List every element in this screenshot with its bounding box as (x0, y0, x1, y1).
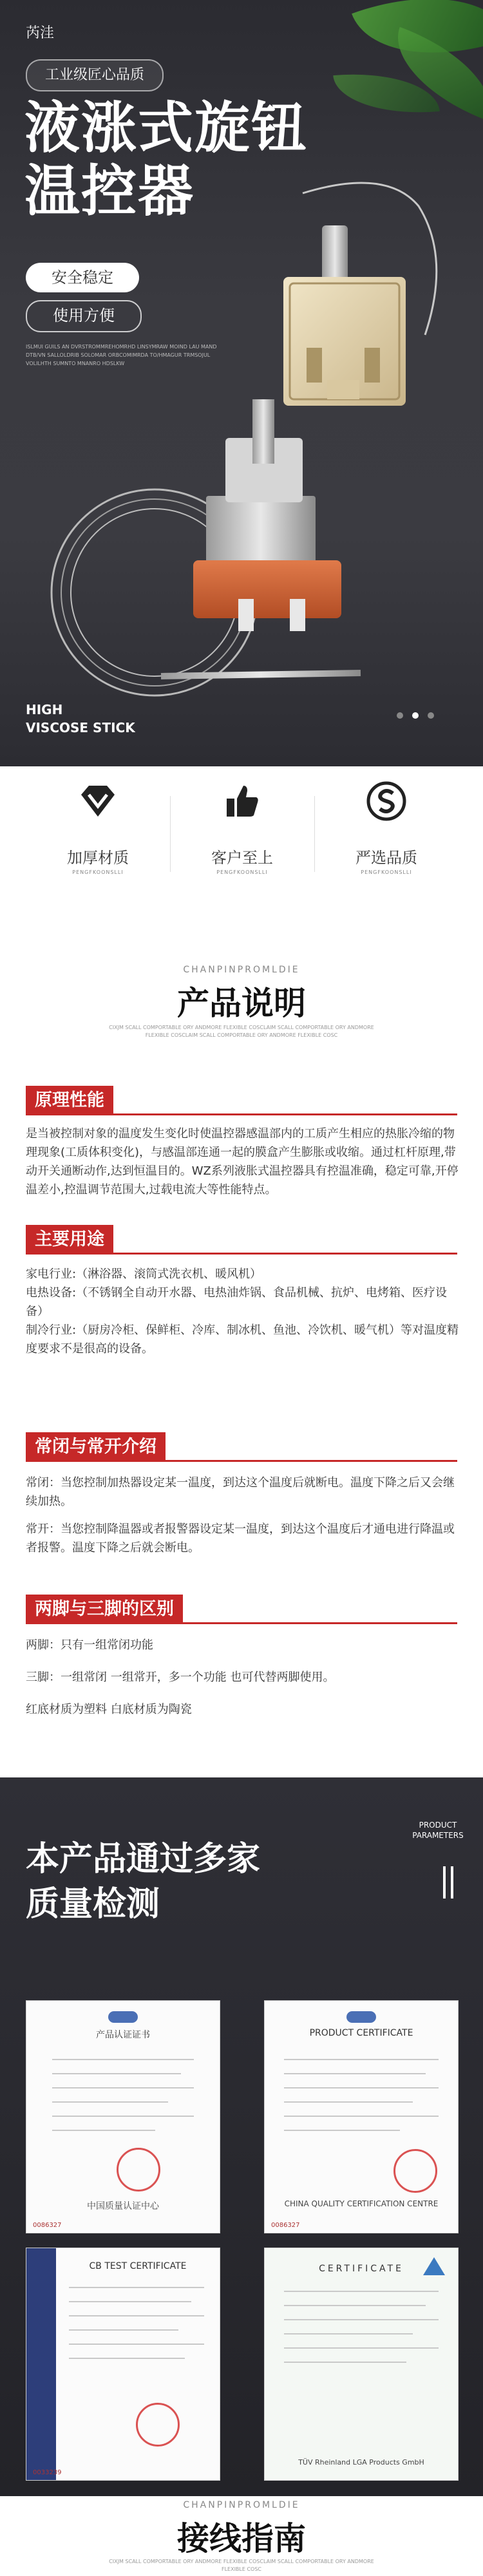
usage-tag: 主要用途 (26, 1225, 113, 1255)
easy-use-pill: 使用方便 (26, 300, 142, 332)
text-line (52, 2116, 194, 2117)
text-line (69, 2329, 178, 2331)
section-divider (26, 1460, 457, 1462)
section-divider (26, 1113, 457, 1115)
text-line (52, 2087, 194, 2088)
certificate-number: 0086327 (271, 2222, 300, 2229)
text-line (284, 2305, 426, 2306)
certificate-title: 产品认证证书 (96, 2030, 150, 2040)
text-line (69, 2358, 185, 2359)
feature-label: 客户至上 (211, 849, 273, 867)
carousel-dots (397, 712, 434, 719)
hero-title-line2: 温控器 (24, 159, 194, 223)
certificate-title: CERTIFICATE (319, 2264, 404, 2274)
high-line1: HIGH (26, 702, 63, 717)
text-line (52, 2059, 194, 2060)
carousel-dot[interactable] (428, 712, 434, 719)
usage-list (26, 1265, 464, 1358)
certificate-footer: CHINA QUALITY CERTIFICATION CENTRE (284, 2199, 439, 2208)
brand-name: 芮洼 (26, 25, 55, 41)
category-english: CHANPINPROMLDIE (183, 2500, 300, 2510)
hero-small-english: ISLMUI GUILS AN DVRSTROMMREHOMRHD LINSYMRAW MOIND LAU MAND DTB/VN SALLOLDRIB SOLOMAR ORBCOMIMRDA TO/HMAGUR TRMSOJUL VOLILHTH SUMNTO MNANRO HDSLKW (26, 344, 217, 366)
three-pin-text: 三脚：一组常闭 一组常开，多一个功能 也可代替两脚使用。 (26, 1671, 335, 1684)
hero-title-line1: 液涨式旋钮 (24, 96, 308, 160)
text-line (284, 2333, 413, 2334)
red-stamp (136, 2403, 180, 2447)
principle-text: 是当被控制对象的温度发生变化时使温控器感温部内的工质产生相应的热胀冷缩的物理现象(工质体积变化)，与感温部连通一起的膜盒产生膨胀或收缩。通过杠杆原理,带动开关通断动作,达到恒温目的。WZ系列液胀式温控器具有控温准确，稳定可靠,开停温差小,控温调节范围大,过载电流大等性能特点。 (26, 1127, 459, 1197)
section-divider (26, 1622, 457, 1624)
no-text: 常开：当您控制降温器或者报警器设定某一温度，到达这个温度后才通电进行降温或者报警。温度下降之后就会断电。 (26, 1522, 455, 1555)
certificate-tuv[interactable] (264, 2248, 459, 2481)
feature-label: 严选品质 (355, 849, 417, 867)
text-line (52, 2130, 155, 2131)
text-line (284, 2059, 439, 2060)
certificate-title: CB TEST CERTIFICATE (89, 2261, 187, 2271)
text-line (52, 2101, 168, 2103)
quality-seal-icon (366, 781, 407, 822)
certificate-footer: TÜV Rheinland LGA Products GmbH (298, 2458, 424, 2467)
wiring-title: 接线指南 (177, 2520, 306, 2557)
feature-sublabel: PENGFKOONSLLI (216, 869, 268, 875)
certificate-number: 0033239 (33, 2469, 62, 2476)
safe-stable-pill: 安全稳定 (26, 263, 139, 292)
certificate-cqc-en[interactable] (264, 2000, 459, 2233)
thermostat-product-image (0, 0, 483, 766)
certificate-number: 0086327 (33, 2222, 62, 2229)
feature-sublabel: PENGFKOONSLLI (72, 869, 124, 875)
section-title: 产品说明 (177, 985, 306, 1022)
text-line (52, 2073, 181, 2074)
text-line (284, 2116, 439, 2117)
wiring-small-text: CIXJM SCALL COMPORTABLE ORY ANDMORE FLEXIBLE COSCLAIM SCALL COMPORTABLE ORY ANDMORE FLEXIBLE COSC (109, 2559, 374, 2572)
text-line (284, 2362, 406, 2363)
feature-customer-first (170, 766, 314, 902)
certificate-cb-test[interactable] (26, 2248, 220, 2481)
usage-line: 制冷行业:（厨房冷柜、保鲜柜、冷库、制冰机、鱼池、冷饮机、暖气机）等对温度精度要求不是很高的设备。 (26, 1323, 459, 1356)
feature-label: 加厚材质 (67, 849, 129, 867)
text-line (69, 2344, 204, 2345)
certificate-title: PRODUCT CERTIFICATE (309, 2028, 413, 2038)
nc-no-tag: 常闭与常开介绍 (26, 1432, 166, 1462)
diamond-icon (77, 781, 118, 822)
thumbs-up-icon (222, 781, 263, 822)
feature-selected-quality (314, 766, 459, 902)
quality-tag: 工业级匠心品质 (26, 59, 164, 91)
text-line (69, 2301, 191, 2302)
text-line (69, 2315, 204, 2316)
carousel-dot-active[interactable] (412, 712, 419, 719)
feature-sublabel: PENGFKOONSLLI (361, 869, 412, 875)
text-line (284, 2319, 439, 2320)
text-line (284, 2347, 439, 2349)
quality-title-line2: 质量检测 (26, 1885, 160, 1924)
text-line (284, 2291, 439, 2292)
text-line (69, 2287, 204, 2288)
red-stamp (117, 2148, 160, 2192)
text-line (284, 2130, 400, 2131)
category-english: CHANPINPROMLDIE (183, 965, 300, 975)
feature-card (26, 766, 459, 902)
pins-tag: 两脚与三脚的区别 (26, 1595, 183, 1624)
iec-side-band (26, 2248, 56, 2480)
cqc-logo-icon (108, 2011, 138, 2023)
high-line2: VISCOSE STICK (26, 720, 135, 735)
certificate-cqc-cn[interactable] (26, 2000, 220, 2233)
base-material-text: 红底材质为塑料 白底材质为陶瓷 (26, 1703, 192, 1716)
feature-thick-material (26, 766, 170, 902)
carousel-dot[interactable] (397, 712, 403, 719)
principle-tag: 原理性能 (26, 1086, 113, 1115)
red-stamp (393, 2149, 437, 2193)
product-parameters-label: PRODUCT PARAMETERS (412, 1821, 464, 1840)
usage-line: 电热设备:（不锈钢全自动开水器、电热油炸锅、食品机械、抗炉、电烤箱、医疗设备） (26, 1286, 448, 1318)
certificate-footer: 中国质量认证中心 (87, 2201, 159, 2211)
text-line (284, 2087, 439, 2088)
two-pin-text: 两脚：只有一组常闭功能 (26, 1638, 153, 1652)
hero-banner (0, 0, 483, 766)
cqc-logo-icon (346, 2011, 376, 2023)
parameter-bars-icon (443, 1866, 453, 1899)
usage-line: 家电行业:（淋浴器、滚筒式洗衣机、暖风机） (26, 1267, 262, 1281)
section-divider (26, 1253, 457, 1255)
quality-title (26, 1837, 260, 1927)
quality-title-line1: 本产品通过多家 (26, 1840, 261, 1879)
nc-text: 常闭：当您控制加热器设定某一温度，到达这个温度后就断电。温度下降之后又会继续加热。 (26, 1476, 455, 1508)
high-viscose-caption (26, 701, 135, 737)
text-line (284, 2101, 413, 2103)
section-small-text: CIXJM SCALL COMPORTABLE ORY ANDMORE FLEXIBLE COSCLAIM SCALL COMPORTABLE ORY ANDMORE FLEXIBLE COSCLAIM SCALL COMPORTABLE ORY ANDMORE FLEXIBLE COSC (109, 1025, 374, 1038)
text-line (284, 2073, 426, 2074)
